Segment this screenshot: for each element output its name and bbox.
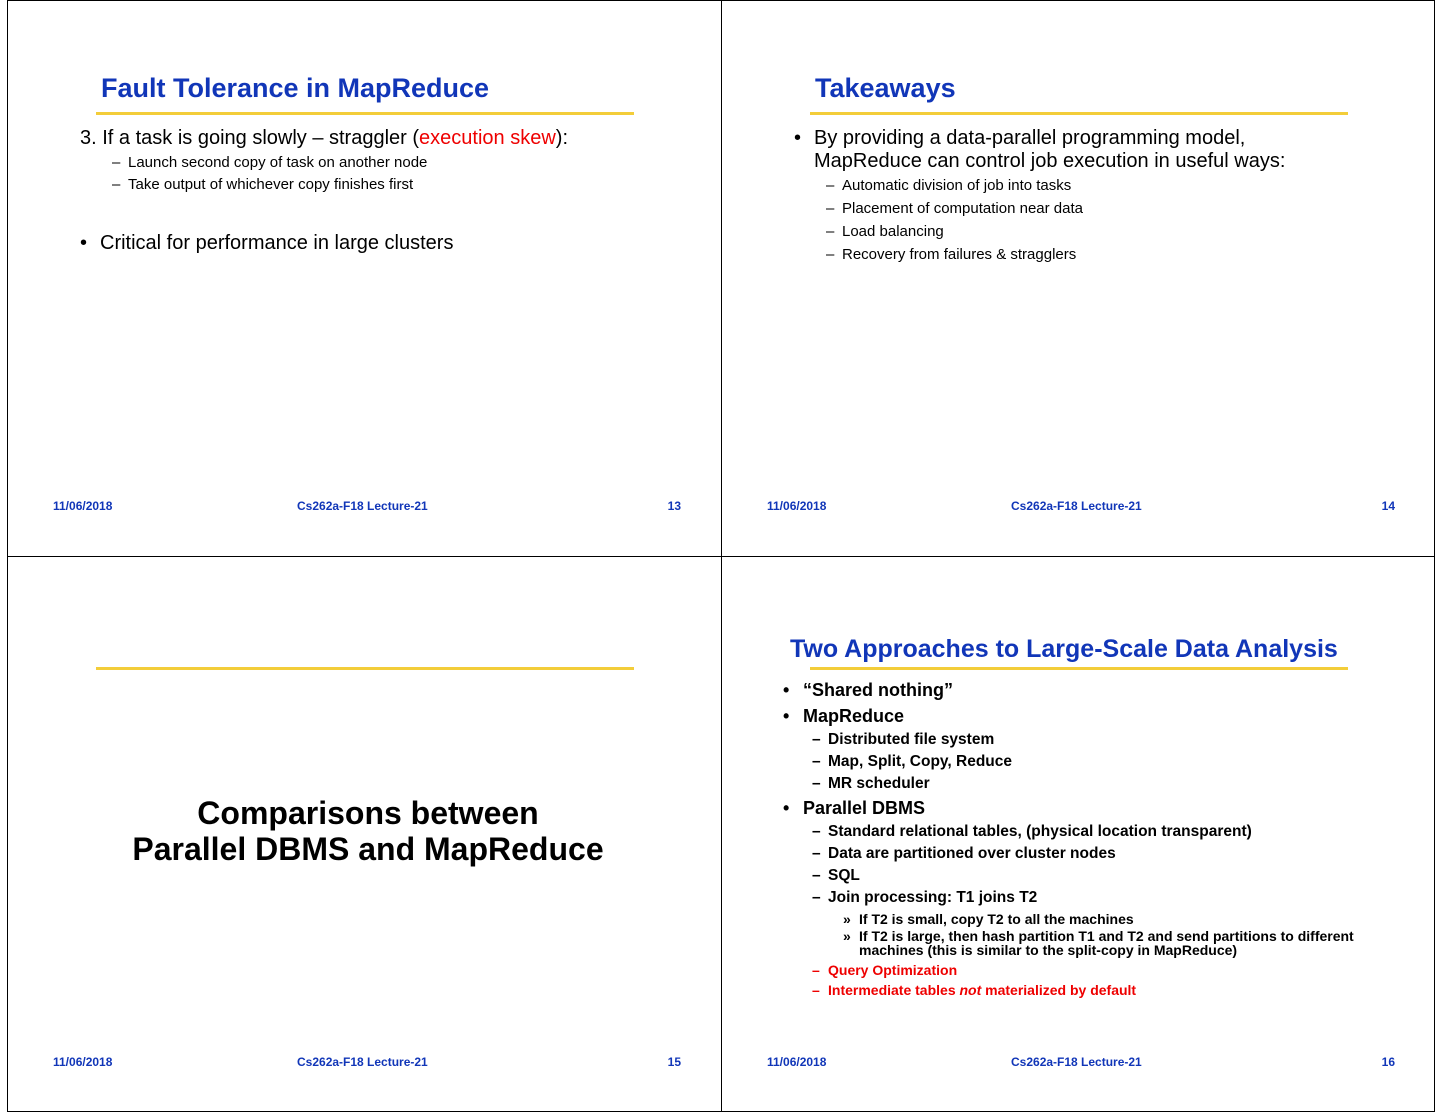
slide-number: 13 (667, 499, 681, 513)
slide-number: 15 (667, 1055, 681, 1069)
title-underline (810, 112, 1348, 115)
footer-date: 11/06/2018 (767, 499, 827, 513)
bullet-continuation: MapReduce can control job execution in useful ways: (814, 150, 1286, 172)
bullet-item: • MapReduce (783, 706, 905, 726)
slide-body (783, 677, 1423, 1000)
slide-15 (8, 557, 721, 1112)
slide-title: Takeaways (815, 73, 956, 103)
sub-item: – Standard relational tables, (physical location transparent) (812, 823, 1252, 840)
sub-item: – Take output of whichever copy finishes first (112, 176, 414, 193)
sub-sub-item: » If T2 is small, copy T2 to all the machines (843, 911, 1134, 927)
sub-item: – SQL (812, 867, 860, 884)
footer-date: 11/06/2018 (53, 499, 113, 513)
sub-item: – Placement of computation near data (826, 200, 1083, 217)
bullet-item: • “Shared nothing” (783, 680, 953, 700)
highlight-text: execution skew (419, 127, 556, 149)
sub-item: – Launch second copy of task on another node (112, 154, 428, 171)
sub-item-highlight: – Query Optimization (812, 962, 958, 978)
sub-item: – Recovery from failures & stragglers (826, 246, 1077, 263)
slide-footer (53, 1055, 681, 1069)
title-underline (96, 667, 634, 670)
sub-item: – Data are partitioned over cluster nodes (812, 845, 1116, 862)
footer-course: Cs262a-F18 Lecture-21 (1011, 499, 1142, 513)
footer-course: Cs262a-F18 Lecture-21 (1011, 1055, 1142, 1069)
slide-title: Fault Tolerance in MapReduce (101, 73, 490, 103)
sub-item-highlight: – Intermediate tables not materialized by default (812, 982, 1137, 998)
slide-number: 14 (1381, 499, 1395, 513)
slide-14 (722, 1, 1435, 556)
handout-grid (7, 0, 1435, 1112)
slide-title: Two Approaches to Large-Scale Data Analysis (790, 635, 1338, 663)
title-underline (810, 667, 1348, 670)
bullet-item: • By providing a data-parallel programming model, (794, 127, 1246, 149)
slide-footer (767, 499, 1395, 513)
sub-item: – Map, Split, Copy, Reduce (812, 753, 1013, 770)
slide-body (794, 127, 1285, 266)
sub-item: – Distributed file system (812, 731, 995, 748)
slide-body (80, 127, 568, 255)
footer-course: Cs262a-F18 Lecture-21 (297, 499, 428, 513)
title-underline (96, 112, 634, 115)
bullet-item: • Parallel DBMS (783, 798, 926, 818)
sub-item: – Load balancing (826, 223, 944, 240)
slide-number: 16 (1381, 1055, 1395, 1069)
sub-item: – Automatic division of job into tasks (826, 177, 1072, 194)
slide-footer (767, 1055, 1395, 1069)
slide-13 (8, 1, 721, 556)
point-3: 3. If a task is going slowly – straggler (execution skew): (80, 127, 569, 149)
bullet-item: • Critical for performance in large clusters (80, 232, 454, 254)
section-title: Comparisons between Parallel DBMS and MapReduce (132, 795, 604, 867)
footer-course: Cs262a-F18 Lecture-21 (297, 1055, 428, 1069)
sub-item: – Join processing: T1 joins T2 (812, 889, 1038, 906)
sub-sub-item: » If T2 is large, then hash partition T1 and T2 and send partitions to different machines (this is similar to the split-copy in MapReduce) (843, 928, 1354, 958)
sub-item: – MR scheduler (812, 775, 930, 792)
slide-footer (53, 499, 681, 513)
slide-16 (722, 557, 1435, 1112)
footer-date: 11/06/2018 (767, 1055, 827, 1069)
footer-date: 11/06/2018 (53, 1055, 113, 1069)
